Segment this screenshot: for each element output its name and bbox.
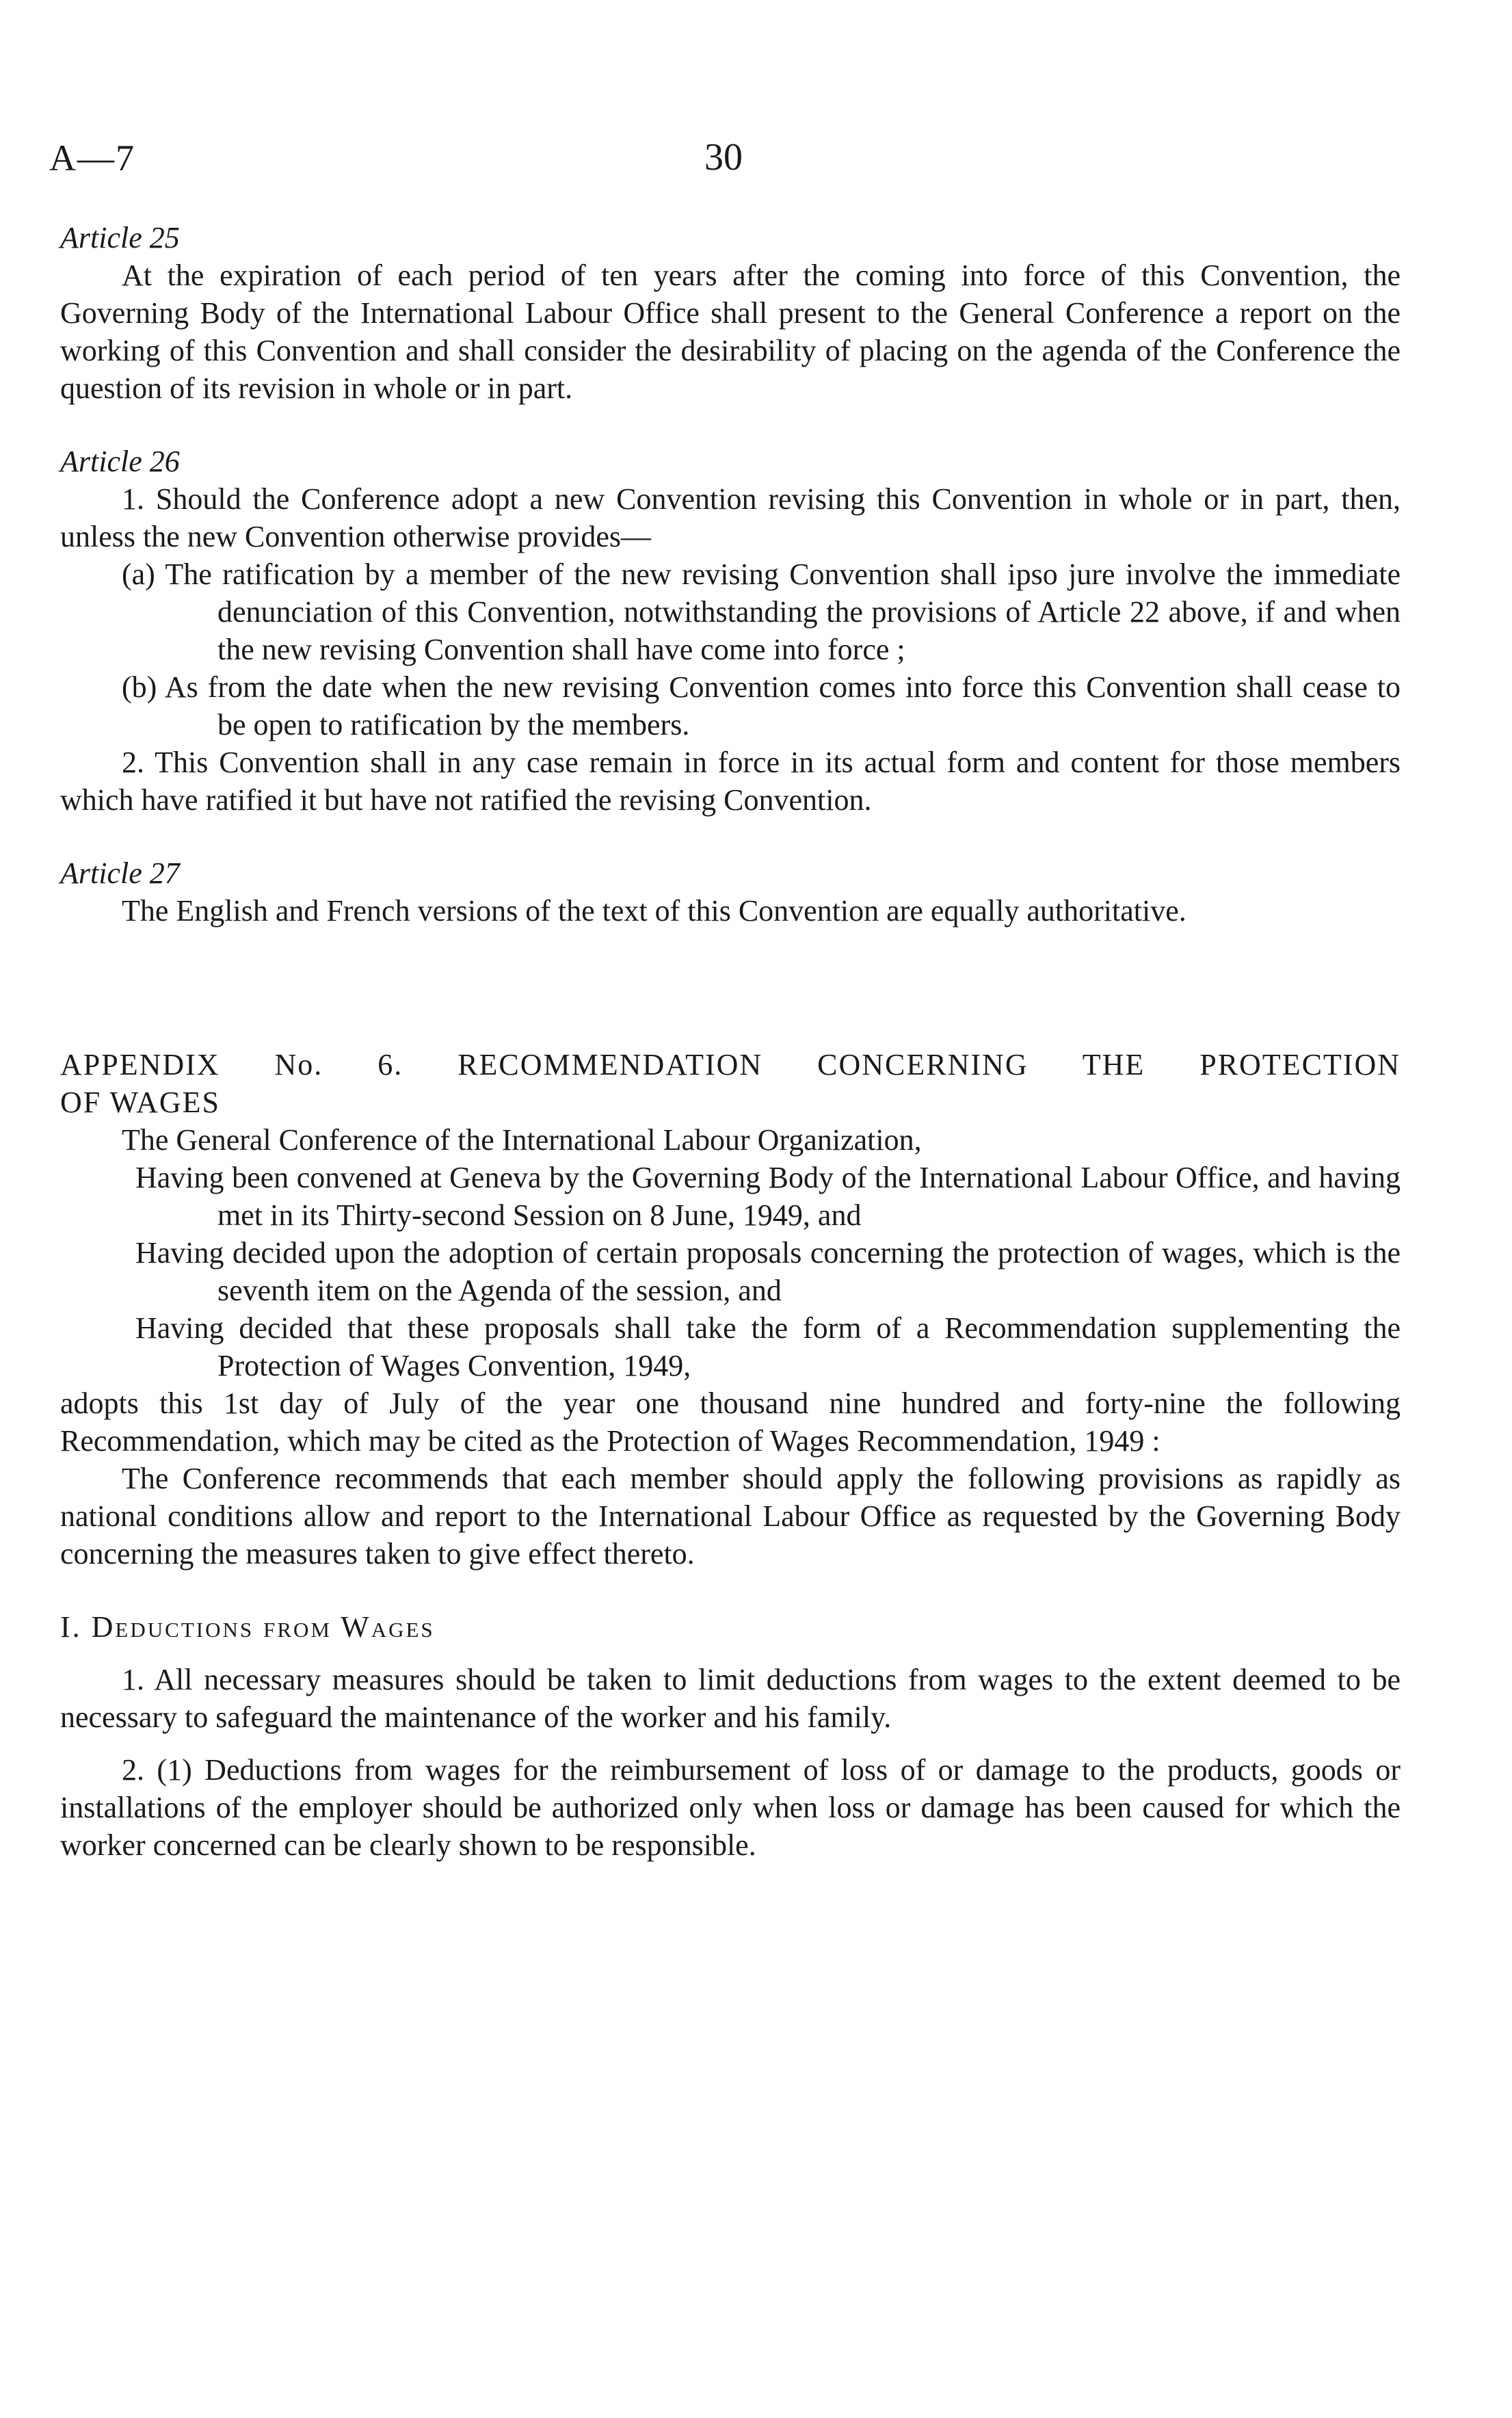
section-1-para-2: 2. (1) Deductions from wages for the reimbursement of loss of or damage to the products, goods or installations of the employer should be authorized only when loss or damage has been caused for which the worker concerned can be clearly shown to be responsible. — [60, 1753, 1401, 1862]
article-27-heading: Article 27 — [60, 856, 180, 890]
article-26-para-2: 2. This Convention shall in any case remain in force in its actual form and content for those members which have ratified it but have not ratified the revising Convention. — [60, 746, 1401, 817]
page-body — [60, 219, 1401, 1864]
appendix-adopts: adopts this 1st day of July of the year one thousand nine hundred and forty-nine the following Recommendation, which may be cited as the Protection of Wages Recommendation, 1949 : — [60, 1387, 1401, 1458]
appendix-having-3: Having decided that these proposals shall take the form of a Recommendation supplementing the Protection of Wages Convention, 1949, — [135, 1311, 1401, 1382]
article-26-heading: Article 26 — [60, 445, 180, 478]
appendix-having-1: Having been convened at Geneva by the Governing Body of the International Labour Office, and having met in its Thirty-second Session on 8 June, 1949, and — [135, 1161, 1401, 1232]
article-26-para-1: 1. Should the Conference adopt a new Convention revising this Convention in whole or in part, then, unless the new Convention otherwise provides— — [60, 482, 1401, 553]
section-1-para-1: 1. All necessary measures should be taken to limit deductions from wages to the extent deemed to be necessary to safeguard the maintenance of the worker and his family. — [60, 1663, 1401, 1734]
appendix-heading — [60, 1046, 1401, 1121]
article-26-item-b: (b) As from the date when the new revising Convention comes into force this Convention shall cease to be open to ratification by the members. — [122, 670, 1401, 741]
appendix-heading-line-1: APPENDIX No. 6. RECOMMENDATION CONCERNING THE PROTECTION — [60, 1048, 1401, 1081]
appendix-having-2: Having decided upon the adoption of certain proposals concerning the protection of wages, which is the seventh item on the Agenda of the session, and — [135, 1236, 1401, 1307]
article-25-text: At the expiration of each period of ten years after the coming into force of this Convention, the Governing Body of the International Labour Office shall present to the General Conference a report on the working of this Convention and shall consider the desirability of placing on the agenda of the Conference the question of its revision in whole or in part. — [60, 259, 1401, 405]
article-27-text: The English and French versions of the text of this Convention are equally authoritative. — [122, 894, 1186, 928]
appendix-recommends: The Conference recommends that each member should apply the following provisions as rapidly as national conditions allow and report to the International Labour Office as requested by the Governing Body concerning the measures taken to give effect thereto. — [60, 1462, 1401, 1571]
page-number: 30 — [704, 136, 743, 179]
article-26-item-a: (a) The ratification by a member of the new revising Convention shall ipso jure involve the immediate denunciation of this Convention, notwithstanding the provisions of Article 22 above, if and when the new revising Convention shall have come into force ; — [122, 557, 1401, 666]
section-reference: A—7 — [49, 137, 135, 179]
article-25-heading: Article 25 — [60, 221, 180, 254]
appendix-heading-line-2: OF WAGES — [60, 1086, 221, 1119]
section-1-heading: I. Deductions from Wages — [60, 1610, 435, 1644]
appendix-intro: The General Conference of the International Labour Organization, — [122, 1123, 922, 1157]
